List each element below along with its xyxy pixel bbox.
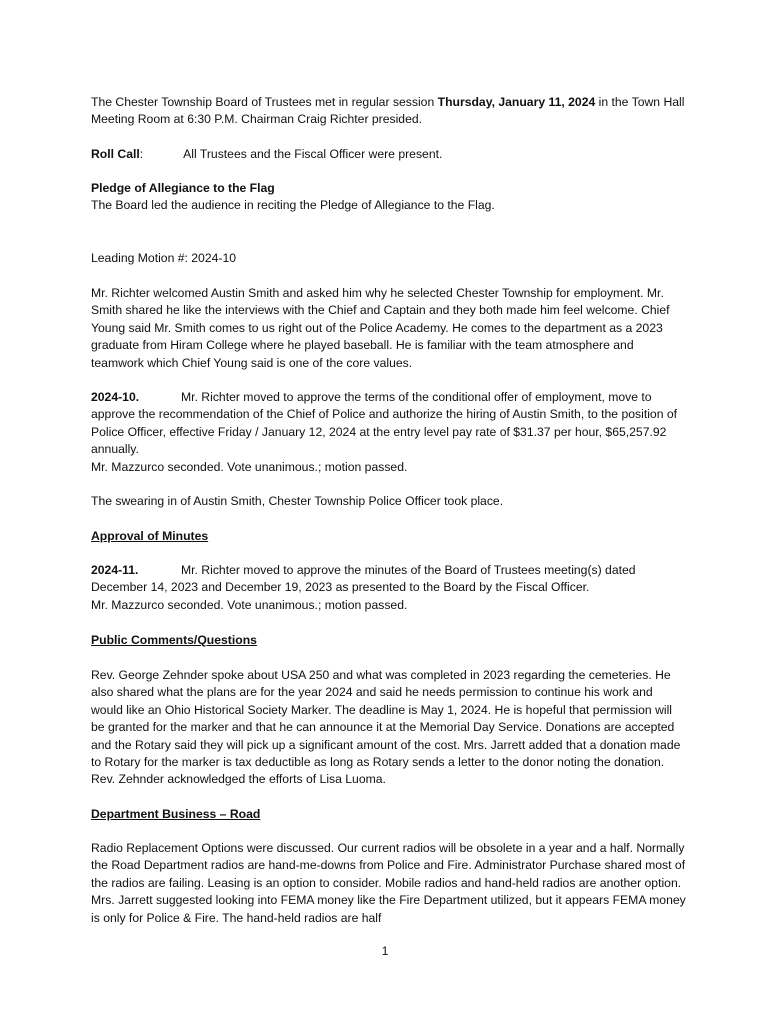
minutes-section	[91, 528, 686, 545]
roll-call-label: Roll Call	[91, 147, 140, 161]
public-comments-section	[91, 632, 686, 649]
smith-intro-paragraph	[91, 285, 686, 372]
motion-2024-10	[91, 389, 686, 476]
roll-call-colon: :	[139, 147, 144, 161]
minutes-heading: Approval of Minutes	[91, 529, 209, 543]
meeting-date: Thursday, January 11, 2024	[437, 95, 596, 109]
motion-2024-11	[91, 562, 686, 614]
intro-text-after: in the Town Hall Meeting Room at 6:30 P.M. Chairman Craig Richter presided.	[91, 95, 685, 127]
swearing-in	[91, 493, 686, 510]
motion-text: Mr. Richter moved to approve the minutes of the Board of Trustees meeting(s) dated December 14, 2023 and December 19, 2023 as presented to the Board by the Fiscal Officer.	[91, 563, 636, 595]
public-comments-text: Rev. George Zehnder spoke about USA 250 and what was completed in 2023 regarding the cemeteries. He also shared what the plans are for the year 2024 and said he needs permission to continue his work and would like an Ohio Historical Society Marker. The deadline is May 1, 2024. He is hopeful that permission will be granted for the marker and that he can announce it at the Memorial Day Service. Donations are accepted and the Rotary said they will pick up a significant amount of the cost. Mrs. Jarrett added that a donation made to Rotary for the marker is tax deductible as long as Rotary sends a letter to the donor noting the donation. Rev. Zehnder acknowledged the efforts of Lisa Luoma.	[91, 668, 681, 787]
motion-text: Mr. Richter moved to approve the terms of the conditional offer of employment, move to approve the recommendation of the Chief of Police and authorize the hiring of Austin Smith, to the position of Police Officer, effective Friday / January 12, 2024 at the entry level pay rate of $31.37 per hour, $65,257.92 annually.	[91, 390, 678, 457]
road-heading: Department Business – Road	[91, 807, 261, 821]
public-comments-paragraph	[91, 667, 686, 789]
page-number: 1	[381, 944, 389, 958]
intro-paragraph	[91, 94, 686, 129]
road-paragraph	[91, 840, 686, 927]
motion-number: 2024-10.	[91, 390, 140, 404]
road-text: Radio Replacement Options were discussed. Our current radios will be obsolete in a year and a half. Normally the Road Department radios are hand-me-downs from Police and Fire. Administrator Purchase shared most of the radios are failing. Leasing is an option to consider. Mobile radios and hand-held radios are another option. Mrs. Jarrett suggested looking into FEMA money like the Fire Department utilized, but it appears FEMA money is only for Police & Fire. The hand-held radios are half	[91, 841, 686, 925]
motion-number: 2024-11.	[91, 563, 139, 577]
motion-second: Mr. Mazzurco seconded. Vote unanimous.; motion passed.	[91, 597, 408, 612]
pledge-heading: Pledge of Allegiance to the Flag	[91, 181, 275, 195]
swearing-in-text: The swearing in of Austin Smith, Chester Township Police Officer took place.	[91, 494, 504, 508]
motion-second: Mr. Mazzurco seconded. Vote unanimous.; motion passed.	[91, 459, 408, 474]
leading-motion-text: Leading Motion #: 2024-10	[91, 251, 237, 265]
smith-intro-text: Mr. Richter welcomed Austin Smith and asked him why he selected Chester Township for employment. Mr. Smith shared he like the interviews with the Chief and Captain and they both made him feel welcome. Chief Young said Mr. Smith comes to us right out of the Police Academy. He comes to the department as a 2023 graduate from Hiram College where he played baseball. He is familiar with the team atmosphere and teamwork which Chief Young said is one of the core values.	[91, 286, 670, 370]
public-comments-heading: Public Comments/Questions	[91, 633, 257, 647]
roll-call-text: All Trustees and the Fiscal Officer were present.	[183, 147, 443, 161]
intro-text-before: The Chester Township Board of Trustees met in regular session	[91, 95, 438, 109]
pledge-section	[91, 180, 686, 215]
roll-call	[91, 146, 686, 163]
road-section	[91, 806, 686, 823]
leading-motion	[91, 250, 686, 267]
pledge-text: The Board led the audience in reciting the Pledge of Allegiance to the Flag.	[91, 198, 495, 213]
